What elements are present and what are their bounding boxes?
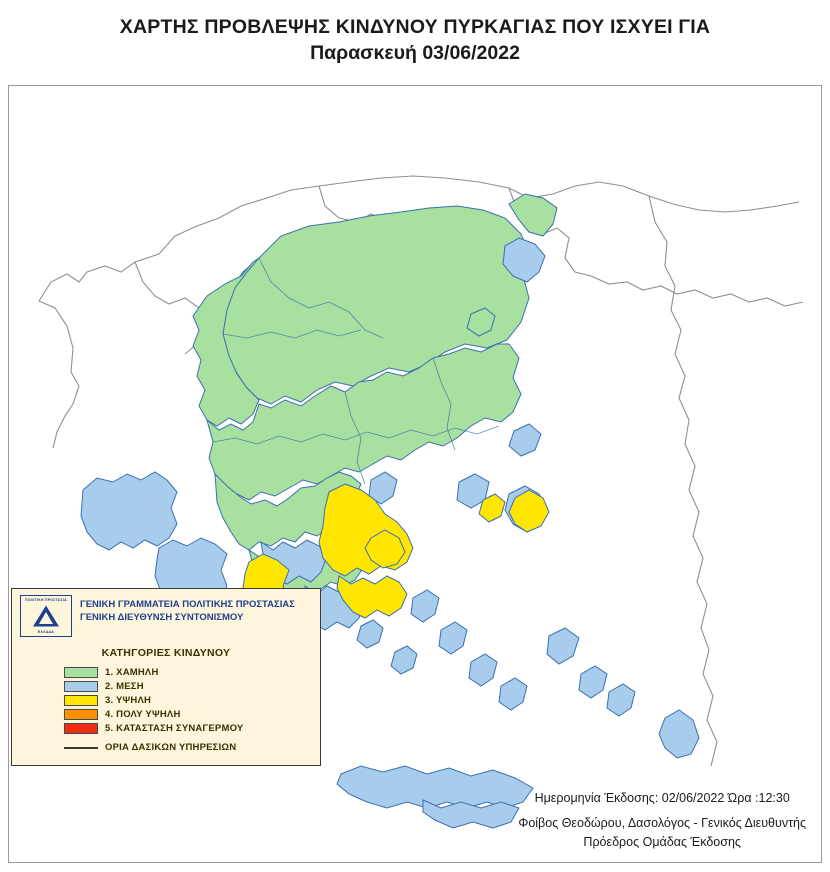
emblem-arc-bottom-text: ΕΛΛΑΔΑ [37,630,55,634]
legend-label-alert: 5. ΚΑΤΑΣΤΑΣΗ ΣΥΝΑΓΕΡΜΟΥ [105,722,244,734]
issuer-name: Φοίβος Θεοδώρου, Δασολόγος - Γενικός Διευθυντής [518,816,806,830]
civil-protection-emblem-icon [20,595,72,637]
emblem-triangle-inner-icon [39,612,53,624]
page-title-line-2: Παρασκευή 03/06/2022 [310,42,520,64]
page-title-line-1: ΧΑΡΤΗΣ ΠΡΟΒΛΕΨΗΣ ΚΙΝΔΥΝΟΥ ΠΥΡΚΑΓΙΑΣ ΠΟΥ ΙΣΧΥΕΙ ΓΙΑ [119,16,711,38]
legend-category-list [20,665,312,735]
issue-datetime: Ημερομηνία Έκδοσης: 02/06/2022 Ώρα :12:30 [534,791,790,805]
legend-label-very-high: 4. ΠΟΛΥ ΥΨΗΛΗ [105,708,181,720]
legend-organisation [80,595,295,624]
legend-panel [11,588,321,766]
legend-org-line-2: ΓΕΝΙΚΗ ΔΙΕΥΘΥΝΣΗ ΣΥΝΤΟΝΙΣΜΟΥ [80,612,244,623]
legend-item-high [64,693,312,707]
legend-label-high: 3. ΥΨΗΛΗ [105,694,152,706]
legend-label-boundaries: ΟΡΙΑ ΔΑΣΙΚΩΝ ΥΠΗΡΕΣΙΩΝ [105,742,237,753]
issuer-role: Πρόεδρος Ομάδας Έκδοσης [583,835,741,849]
legend-boundary-line-icon [64,747,98,749]
legend-item-very-high [64,707,312,721]
legend-label-low: 1. ΧΑΜΗΛΗ [105,666,159,678]
legend-item-low [64,665,312,679]
legend-swatch-alert [64,723,98,734]
legend-header [20,595,312,637]
legend-title: ΚΑΤΗΓΟΡΙΕΣ ΚΙΝΔΥΝΟΥ [101,647,231,659]
legend-swatch-medium [64,681,98,692]
legend-label-medium: 2. ΜΕΣΗ [105,680,144,692]
legend-item-medium [64,679,312,693]
legend-org-line-1: ΓΕΝΙΚΗ ΓΡΑΜΜΑΤΕΙΑ ΠΟΛΙΤΙΚΗΣ ΠΡΟΣΤΑΣΙΑΣ [80,599,295,610]
emblem-arc-top-text: ΠΟΛΙΤΙΚΗ ΠΡΟΣΤΑΣΙΑ [25,598,67,602]
legend-swatch-very-high [64,709,98,720]
legend-swatch-high [64,695,98,706]
issue-credits [518,789,806,852]
legend-swatch-low [64,667,98,678]
page-title [0,14,830,66]
legend-item-boundaries [20,742,312,753]
legend-item-alert [64,721,312,735]
